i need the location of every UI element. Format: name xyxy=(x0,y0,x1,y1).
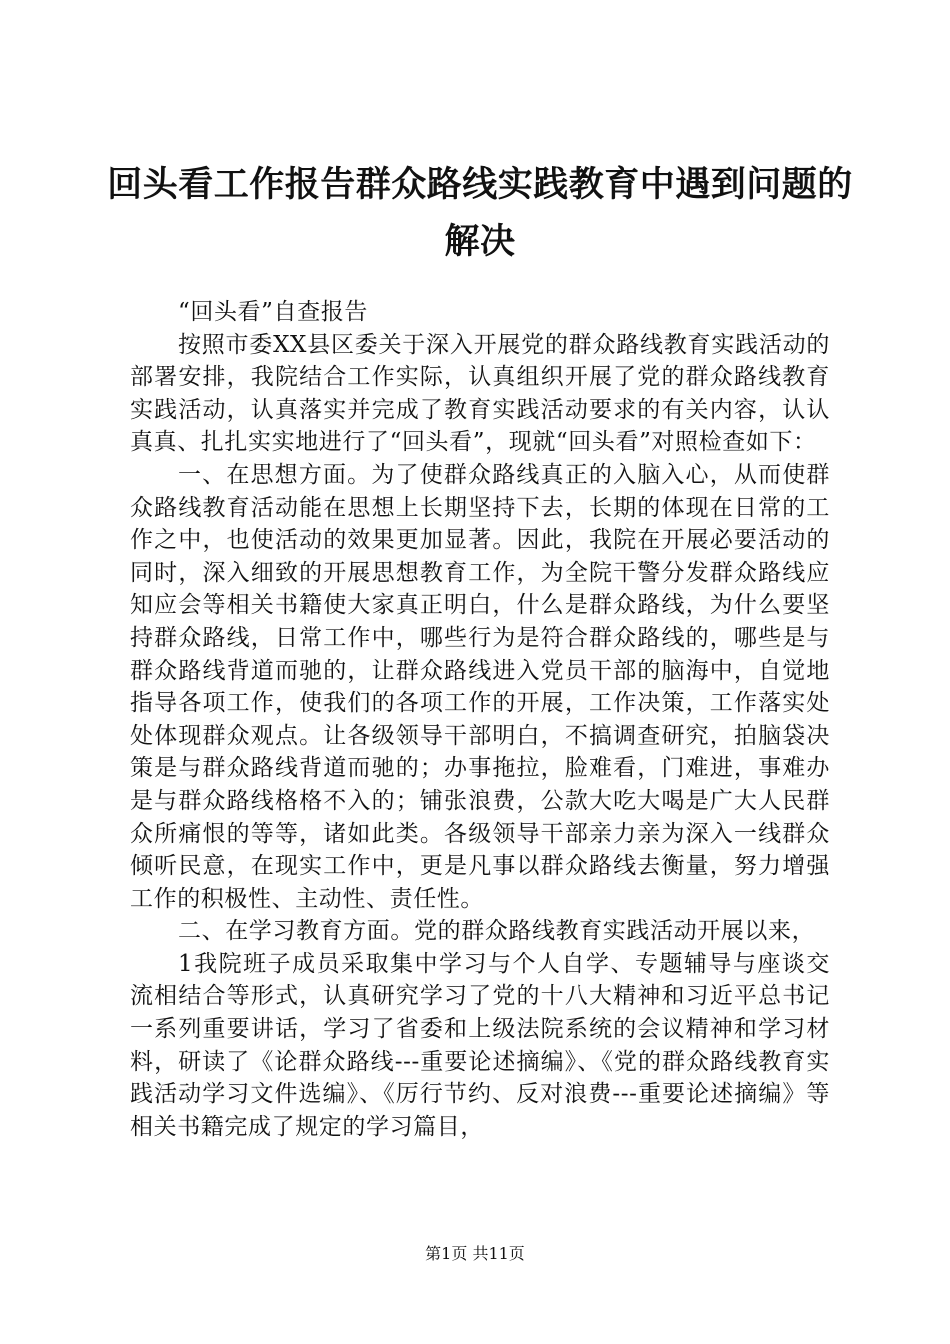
paragraph-study-education: 二、在学习教育方面。党的群众路线教育实践活动开展以来， xyxy=(178,918,816,945)
paragraph-ideology: 一、在思想方面。为了使群众路线真正的入脑入心，从而使群众路线教育活动能在思想上长期坚持下去，长期的体现在日常的工作之中，也使活动的效果更加显著。因此，我院在开展必要活动的同时，深入细致的开展思想教育工作，为全院干警分发群众路线应知应会等相关书籍使大家真正明白，什么是群众路线，为什么要坚持群众路线，日常工作中，哪些行为是符合群众路线的，哪些是与群众路线背道而驰的，让群众路线进入党员干部的脑海中，自觉地指导各项工作，使我们的各项工作的开展，工作决策，工作落实处处体现群众观点。让各级领导干部明白，不搞调查研究，拍脑袋决策是与群众路线背道而驰的；办事拖拉，脸难看，门难进，事难办是与群众路线格格不入的；铺张浪费，公款大吃大喝是广大人民群众所痛恨的等等，诸如此类。各级领导干部亲力亲为深入一线群众倾听民意，在现实工作中，更是凡事以群众路线去衡量，努力增强工作的积极性、主动性、责任性。 xyxy=(130,461,830,912)
document-body xyxy=(130,296,830,1143)
paragraph-report-heading: “回头看”自查报告 xyxy=(178,299,368,325)
document-title: 回头看工作报告群众路线实践教育中遇到问题的解决 xyxy=(107,164,853,262)
page-number-footer: 第1页 共11页 xyxy=(425,1244,525,1263)
paragraph-introduction: 按照市委XX县区委关于深入开展党的群众路线教育实践活动的部署安排，我院结合工作实际，认真组织开展了党的群众路线教育实践活动，认真落实并完成了教育实践活动要求的有关内容，认认真真、扎扎实实地进行了“回头看”，现就“回头看”对照检查如下： xyxy=(130,331,830,456)
paragraph-study-item-1: 1我院班子成员采取集中学习与个人自学、专题辅导与座谈交流相结合等形式，认真研究学习了党的十八大精神和习近平总书记一系列重要讲话，学习了省委和上级法院系统的会议精神和学习材料，研读了《论群众路线---重要论述摘编》、《党的群众路线教育实践活动学习文件选编》、《厉行节约、反对浪费---重要论述摘编》等相关书籍完成了规定的学习篇目， xyxy=(130,950,830,1140)
